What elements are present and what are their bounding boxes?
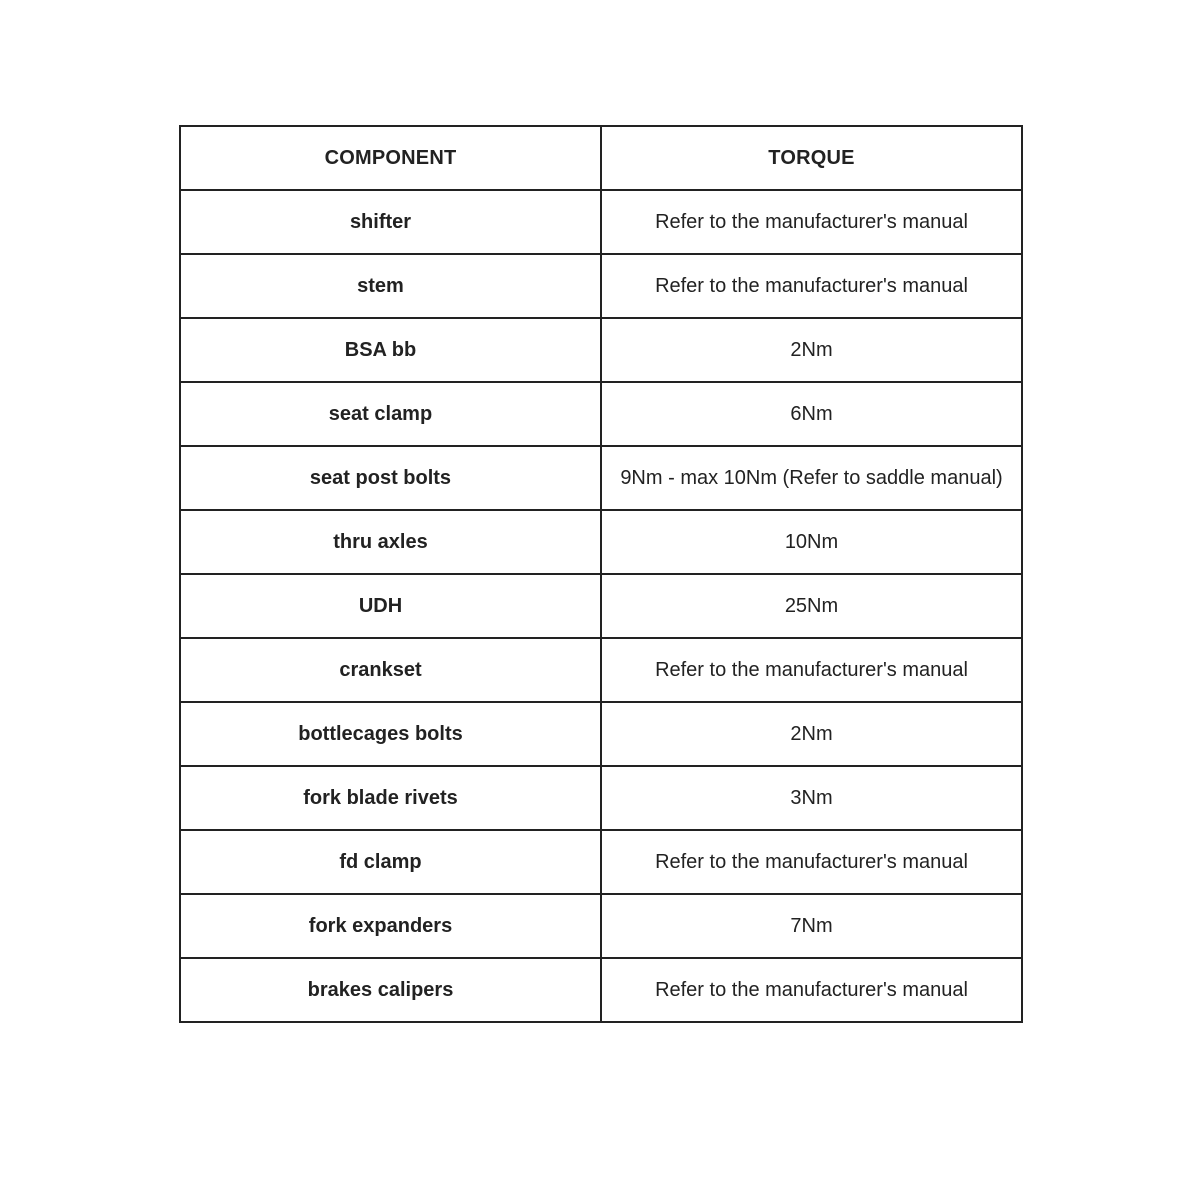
component-cell: fork expanders (180, 894, 601, 958)
torque-specification-table (179, 125, 1023, 1023)
table-header (180, 126, 1022, 190)
component-cell: seat post bolts (180, 446, 601, 510)
component-cell: seat clamp (180, 382, 601, 446)
component-cell: thru axles (180, 510, 601, 574)
table-row (180, 510, 1022, 574)
torque-cell: Refer to the manufacturer's manual (601, 254, 1022, 318)
table-row (180, 190, 1022, 254)
component-cell: bottlecages bolts (180, 702, 601, 766)
table-row (180, 254, 1022, 318)
component-cell: crankset (180, 638, 601, 702)
table-row (180, 574, 1022, 638)
table-row (180, 318, 1022, 382)
torque-cell: 10Nm (601, 510, 1022, 574)
header-torque: TORQUE (601, 126, 1022, 190)
table-row (180, 958, 1022, 1022)
component-cell: fork blade rivets (180, 766, 601, 830)
torque-cell: Refer to the manufacturer's manual (601, 638, 1022, 702)
torque-cell: Refer to the manufacturer's manual (601, 190, 1022, 254)
component-cell: fd clamp (180, 830, 601, 894)
torque-cell: 6Nm (601, 382, 1022, 446)
table-body (180, 190, 1022, 1022)
table-row (180, 766, 1022, 830)
component-cell: brakes calipers (180, 958, 601, 1022)
table-row (180, 702, 1022, 766)
table-row (180, 382, 1022, 446)
header-component: COMPONENT (180, 126, 601, 190)
torque-cell: 9Nm - max 10Nm (Refer to saddle manual) (601, 446, 1022, 510)
component-cell: stem (180, 254, 601, 318)
table-row (180, 894, 1022, 958)
table-row (180, 830, 1022, 894)
torque-cell: 2Nm (601, 318, 1022, 382)
torque-cell: Refer to the manufacturer's manual (601, 958, 1022, 1022)
component-cell: shifter (180, 190, 601, 254)
table-row (180, 446, 1022, 510)
component-cell: UDH (180, 574, 601, 638)
torque-cell: Refer to the manufacturer's manual (601, 830, 1022, 894)
component-cell: BSA bb (180, 318, 601, 382)
torque-cell: 2Nm (601, 702, 1022, 766)
torque-cell: 25Nm (601, 574, 1022, 638)
torque-cell: 7Nm (601, 894, 1022, 958)
torque-cell: 3Nm (601, 766, 1022, 830)
header-row (180, 126, 1022, 190)
table-row (180, 638, 1022, 702)
